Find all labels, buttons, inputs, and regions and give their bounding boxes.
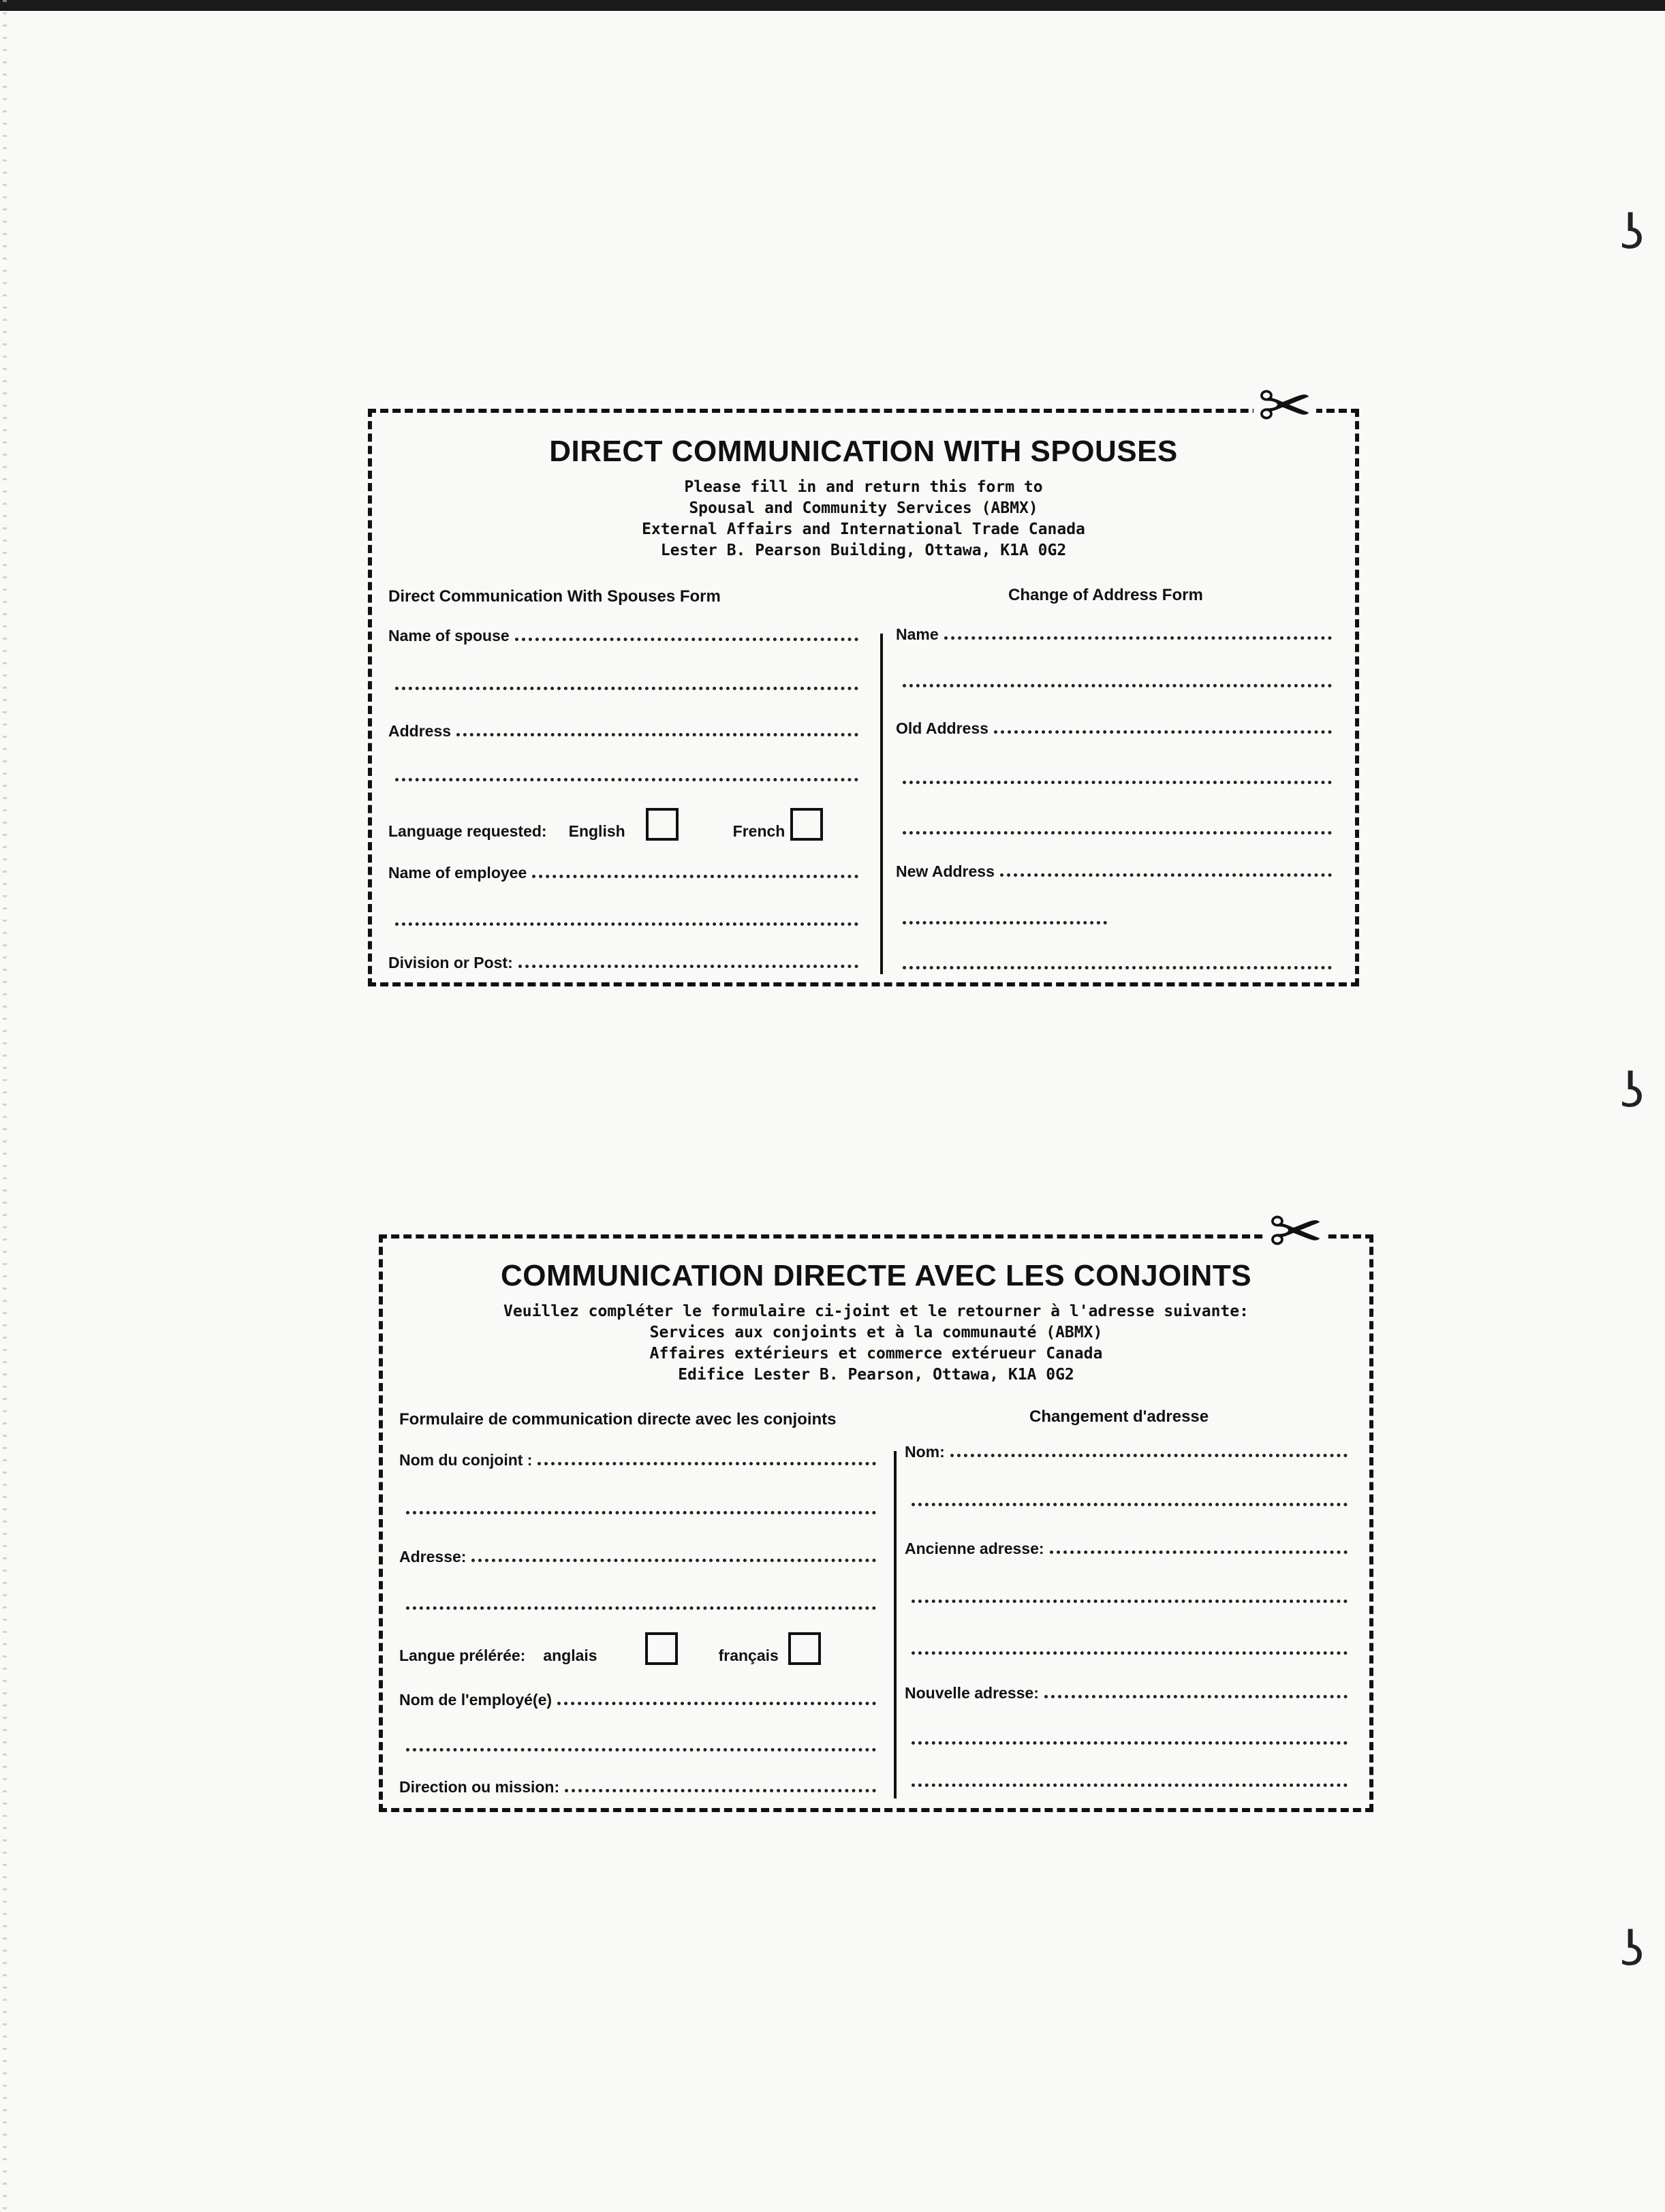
fill-line[interactable] — [518, 965, 858, 968]
address-label: Address — [388, 722, 452, 740]
fill-line[interactable] — [912, 1651, 1348, 1655]
form-title: DIRECT COMMUNICATION WITH SPOUSES — [549, 435, 1178, 468]
language-label: Language requested: — [388, 822, 547, 840]
binder-ring-icon: ʖ — [1620, 1063, 1645, 1119]
fill-line[interactable] — [565, 1789, 876, 1792]
old-address-label: Ancienne adresse: — [905, 1540, 1044, 1557]
name-field[interactable] — [905, 1443, 1348, 1461]
instruction-line: Please fill in and return this form to — [684, 478, 1043, 496]
name-label: Nom: — [905, 1443, 945, 1461]
fill-line[interactable] — [903, 831, 1332, 835]
fill-line[interactable] — [1000, 873, 1332, 877]
fill-line[interactable] — [912, 1783, 1348, 1787]
fill-line[interactable] — [532, 875, 858, 878]
instruction-line: External Affairs and International Trade Canada — [642, 520, 1085, 538]
right-section-heading: Change of Address Form — [1008, 586, 1203, 604]
french-checkbox[interactable] — [790, 808, 823, 841]
return-instructions — [368, 477, 1359, 561]
binder-ring-icon: ʖ — [1620, 204, 1645, 260]
english-option-label: anglais — [543, 1647, 597, 1664]
instruction-line: Services aux conjoints et à la communauté (ABMX) — [649, 1324, 1103, 1341]
fill-line[interactable] — [406, 1748, 876, 1751]
fill-line[interactable] — [944, 636, 1332, 640]
name-label: Name — [896, 625, 939, 643]
right-section-heading: Changement d'adresse — [1029, 1407, 1209, 1426]
french-form — [379, 1194, 1373, 1812]
fill-line[interactable] — [912, 1600, 1348, 1603]
fill-line[interactable] — [557, 1702, 876, 1705]
spouse-name-label: Name of spouse — [388, 627, 510, 644]
fill-line[interactable] — [903, 921, 1107, 924]
fill-line[interactable] — [395, 778, 858, 781]
instruction-line: Spousal and Community Services (ABMX) — [689, 499, 1038, 517]
fill-line[interactable] — [395, 687, 858, 690]
employee-name-field[interactable] — [388, 864, 858, 882]
french-checkbox[interactable] — [788, 1632, 821, 1665]
new-address-label: Nouvelle adresse: — [905, 1684, 1039, 1702]
fill-line[interactable] — [395, 922, 858, 926]
return-instructions — [379, 1301, 1373, 1386]
division-field[interactable] — [388, 954, 858, 972]
fill-line[interactable] — [950, 1454, 1348, 1457]
employee-name-label: Nom de l'employé(e) — [399, 1691, 553, 1709]
instruction-line: Affaires extérieurs et commerce extérueur Canada — [649, 1345, 1103, 1362]
fill-line[interactable] — [903, 781, 1332, 784]
fill-line[interactable] — [471, 1559, 876, 1562]
division-label: Direction ou mission: — [399, 1778, 560, 1796]
fill-line[interactable] — [903, 684, 1332, 687]
fill-line[interactable] — [903, 966, 1332, 969]
new-address-field[interactable] — [896, 862, 1332, 881]
old-address-field[interactable] — [896, 719, 1332, 738]
fill-line[interactable] — [994, 730, 1332, 734]
instruction-line: Edifice Lester B. Pearson, Ottawa, K1A 0G2 — [678, 1366, 1074, 1384]
instruction-line: Veuillez compléter le formulaire ci-joint et le retourner à l'adresse suivante: — [503, 1303, 1249, 1320]
fill-line[interactable] — [406, 1606, 876, 1610]
spouse-name-label: Nom du conjoint : — [399, 1451, 533, 1469]
scan-left-edge — [3, 0, 7, 2212]
address-label: Adresse: — [399, 1548, 467, 1565]
language-selector — [399, 1627, 821, 1665]
old-address-label: Old Address — [896, 719, 989, 737]
english-form — [368, 368, 1359, 986]
left-section-heading: Formulaire de communication directe avec les conjoints — [399, 1410, 837, 1429]
fill-line[interactable] — [406, 1511, 876, 1514]
fill-line[interactable] — [1050, 1551, 1348, 1554]
fill-line[interactable] — [515, 638, 858, 641]
scan-top-edge — [0, 0, 1665, 11]
instruction-line: Lester B. Pearson Building, Ottawa, K1A 0G2 — [660, 542, 1067, 559]
left-section-heading: Direct Communication With Spouses Form — [388, 587, 721, 606]
old-address-field[interactable] — [905, 1540, 1348, 1558]
form-title: COMMUNICATION DIRECTE AVEC LES CONJOINTS — [500, 1259, 1252, 1292]
language-label: Langue prélérée: — [399, 1647, 526, 1664]
language-selector — [388, 803, 823, 841]
column-divider — [880, 634, 883, 974]
scissors-icon: ✂ — [1254, 373, 1316, 439]
employee-name-field[interactable] — [399, 1691, 876, 1709]
division-field[interactable] — [399, 1778, 876, 1796]
spouse-name-field[interactable] — [399, 1451, 876, 1469]
french-option-label: français — [718, 1647, 779, 1664]
english-checkbox[interactable] — [645, 1632, 678, 1665]
scissors-icon: ✂ — [1264, 1199, 1327, 1264]
french-option-label: French — [732, 822, 785, 840]
english-option-label: English — [568, 822, 625, 840]
column-divider — [894, 1451, 897, 1798]
fill-line[interactable] — [912, 1503, 1348, 1506]
name-field[interactable] — [896, 625, 1332, 644]
english-checkbox[interactable] — [646, 808, 679, 841]
fill-line[interactable] — [1044, 1695, 1348, 1698]
fill-line[interactable] — [456, 733, 858, 736]
employee-name-label: Name of employee — [388, 864, 527, 882]
binder-ring-icon: ʖ — [1620, 1921, 1645, 1977]
division-label: Division or Post: — [388, 954, 513, 971]
address-field[interactable] — [388, 722, 858, 741]
fill-line[interactable] — [912, 1741, 1348, 1745]
new-address-field[interactable] — [905, 1684, 1348, 1702]
spouse-name-field[interactable] — [388, 627, 858, 645]
new-address-label: New Address — [896, 862, 995, 880]
address-field[interactable] — [399, 1548, 876, 1566]
fill-line[interactable] — [538, 1462, 876, 1465]
